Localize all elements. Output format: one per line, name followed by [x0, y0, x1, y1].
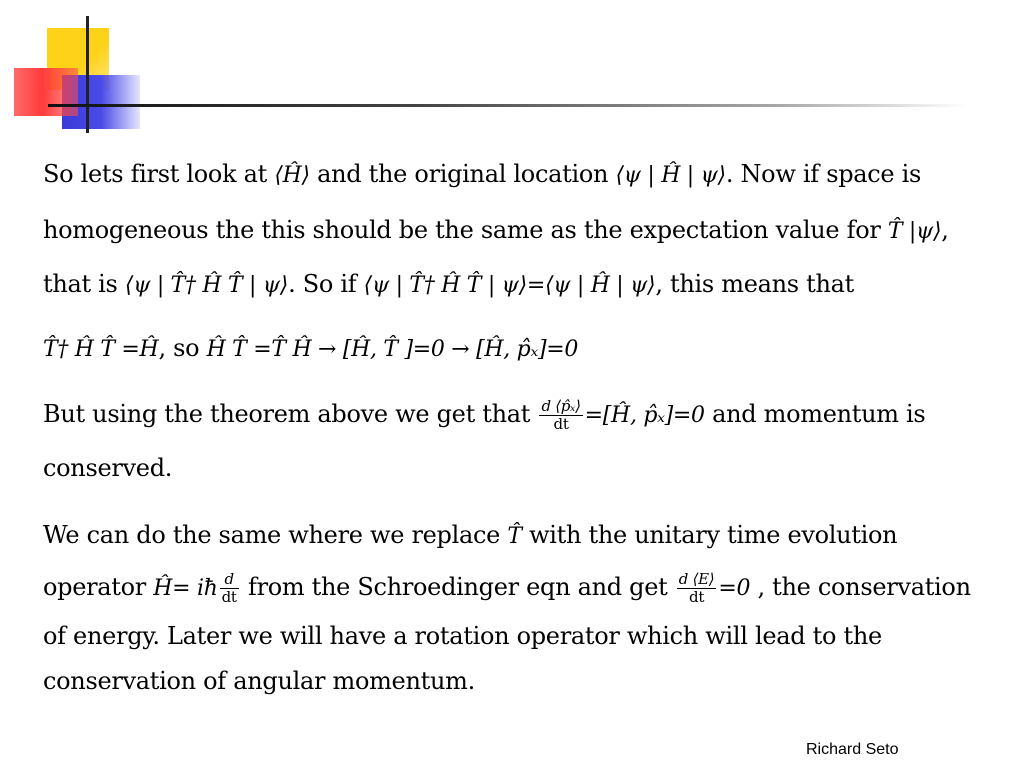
math-expression: Ĥ T̂ =T̂ Ĥ — [206, 337, 312, 362]
math-expression: T̂ — [507, 524, 522, 549]
math-expression: Ĥ= iħ — [153, 576, 218, 601]
text-run: conserved. — [43, 454, 173, 482]
body-line — [43, 663, 475, 699]
math-expression: T̂ |ψ⟩ — [887, 219, 942, 244]
fraction-numerator: d ⟨p̂ₓ⟩ — [541, 397, 581, 415]
decorative-red-square — [14, 68, 78, 116]
derivative-fraction — [677, 571, 717, 606]
text-run: , — [941, 216, 949, 244]
math-expression: ⟨Ĥ⟩ — [274, 163, 310, 188]
fraction-numerator: d ⟨E⟩ — [678, 570, 715, 588]
math-expression: → [Ĥ, T̂ ]=0 → [Ĥ, p̂ₓ]=0 — [311, 337, 579, 362]
math-expression: =[Ĥ, p̂ₓ]=0 — [584, 403, 705, 428]
body-line — [43, 396, 925, 432]
fraction-denominator: dt — [221, 588, 237, 606]
text-run: , this means that — [655, 270, 854, 298]
text-run: homogeneous the this should be the same as the expectation value for — [43, 216, 888, 244]
text-run: . Now if space is — [725, 160, 922, 188]
text-run: and momentum is — [704, 400, 926, 428]
derivative-fraction — [220, 571, 239, 606]
fraction-denominator: dt — [689, 588, 705, 606]
text-run: operator — [43, 573, 154, 601]
text-run: with the unitary time evolution — [521, 521, 898, 549]
math-expression: ⟨ψ | T̂† Ĥ T̂ | ψ⟩=⟨ψ | Ĥ | ψ⟩ — [363, 273, 656, 298]
fraction-denominator: dt — [553, 415, 569, 433]
text-run: We can do the same where we replace — [43, 521, 508, 549]
body-line — [43, 156, 921, 192]
body-line — [43, 618, 882, 654]
text-run: So lets first look at — [43, 160, 275, 188]
body-line — [43, 330, 578, 366]
fraction-numerator: d — [220, 571, 239, 589]
text-run: . So if — [288, 270, 364, 298]
math-expression: T̂† Ĥ T̂ =Ĥ — [43, 337, 159, 362]
text-run: and the original location — [309, 160, 616, 188]
text-run: But using the theorem above we get that — [43, 400, 538, 428]
derivative-fraction — [539, 398, 582, 433]
body-line — [43, 517, 897, 553]
body-line — [43, 450, 172, 486]
math-expression: ⟨ψ | Ĥ | ψ⟩ — [615, 163, 726, 188]
body-line — [43, 569, 971, 605]
body-line — [43, 212, 949, 248]
author-footer: Richard Seto — [806, 741, 899, 758]
math-expression: ⟨ψ | T̂† Ĥ T̂ | ψ⟩ — [124, 273, 289, 298]
body-line — [43, 266, 854, 302]
text-run: of energy. Later we will have a rotation operator which will lead to the — [43, 622, 882, 650]
text-run: from the Schroedinger eqn and get — [240, 573, 675, 601]
text-run: , so — [158, 334, 207, 362]
text-run: that is — [43, 270, 125, 298]
text-run: , the conservation — [750, 573, 971, 601]
title-underline-rule — [48, 104, 968, 107]
text-run: conservation of angular momentum. — [43, 667, 475, 695]
math-expression: =0 — [718, 576, 751, 601]
decorative-vertical-rule — [86, 16, 89, 133]
